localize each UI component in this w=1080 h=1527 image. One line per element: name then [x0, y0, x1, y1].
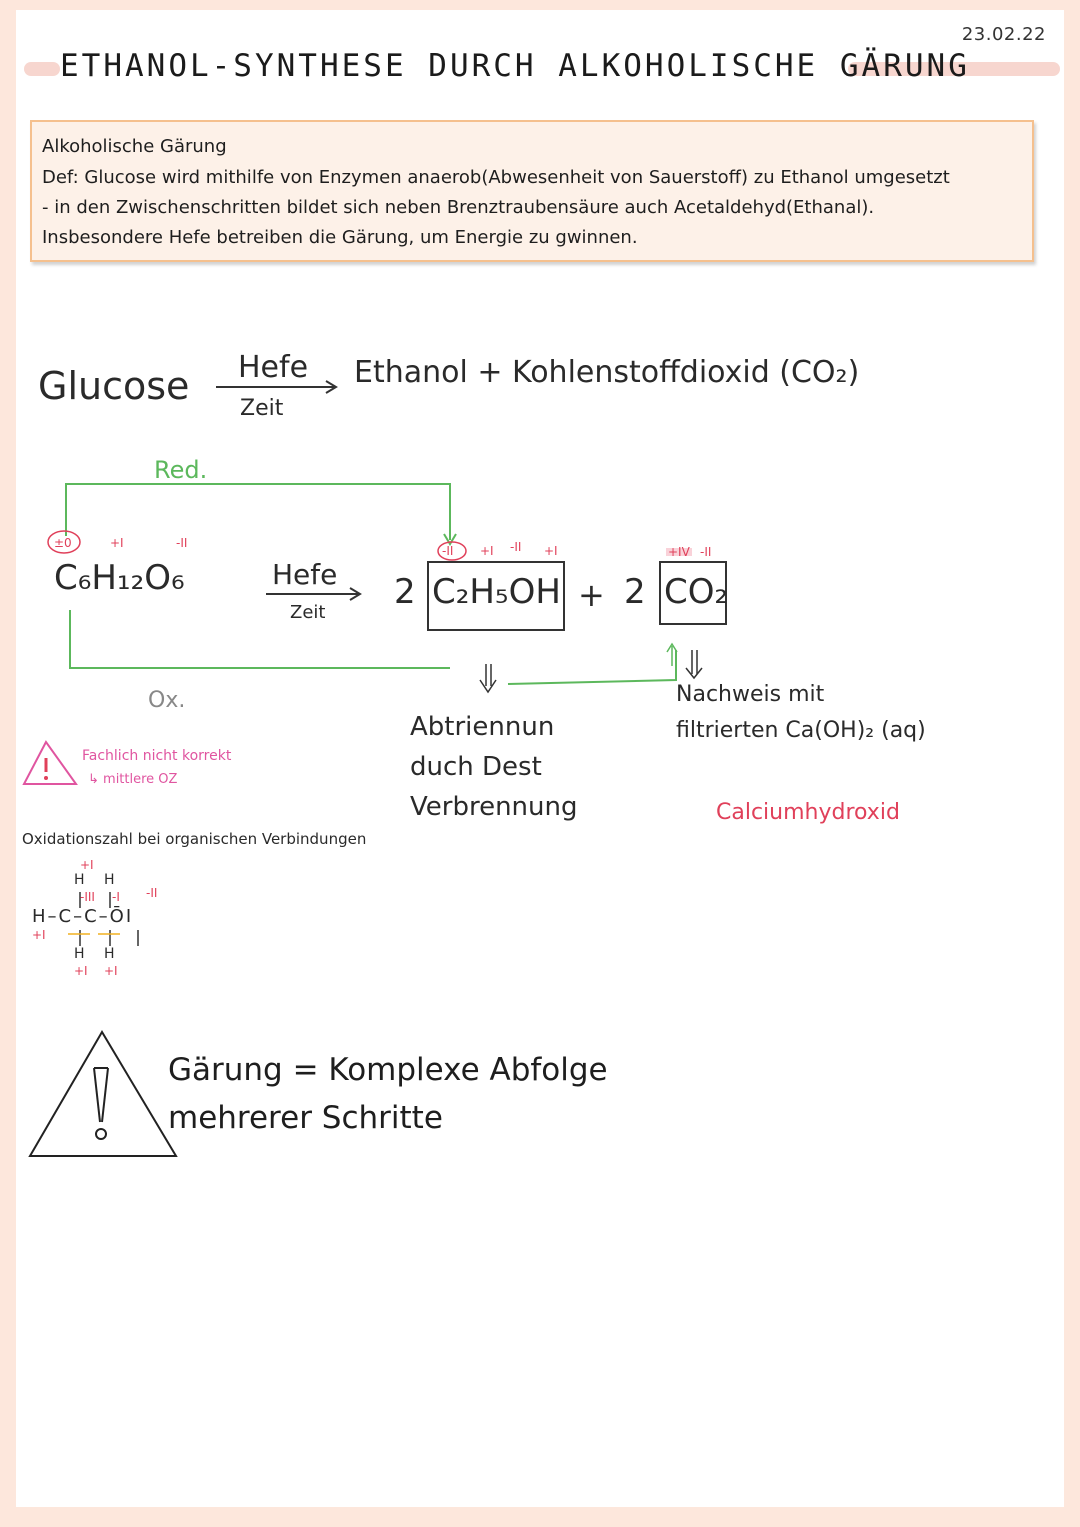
definition-heading: Alkoholische Gärung	[42, 136, 227, 157]
co2-coefficient: 2	[624, 572, 646, 612]
ethanol-formula: C₂H₅OH	[432, 572, 561, 612]
co2-ox-c: +IV	[668, 545, 690, 559]
ethanol-ox-c: -II	[442, 544, 454, 558]
struct-ox-h-top: +I	[80, 858, 94, 872]
date: 23.02.22	[961, 24, 1046, 45]
warning-note-line-2: ↳ mittlere OZ	[88, 772, 178, 787]
ox-label: Ox.	[148, 688, 186, 713]
definition-line-1: Def: Glucose wird mithilfe von Enzymen anaerob(Abwesenheit von Sauerstoff) zu Ethanol umgesetzt	[42, 167, 950, 188]
ethanol-coefficient: 2	[394, 572, 416, 612]
co2-ox-o: -II	[700, 545, 712, 559]
glucose-ox-c: ±0	[54, 536, 72, 550]
struct-h-top-1: H	[74, 872, 85, 888]
struct-ox-h-bottom-1: +I	[74, 964, 88, 978]
word-eq-reactant: Glucose	[38, 364, 190, 408]
struct-ox-c2: -I	[112, 890, 120, 904]
struct-ox-o: -II	[146, 886, 158, 900]
struct-ox-c1: -III	[80, 890, 95, 904]
detection-line-2: filtrierten Ca(OH)₂ (aq)	[676, 718, 926, 743]
warning-note-line-1: Fachlich nicht korrekt	[82, 748, 232, 764]
struct-h-bottom-1: H	[74, 946, 85, 962]
red-label: Red.	[154, 456, 208, 484]
ethanol-ox-o: -II	[510, 540, 522, 554]
final-note-line-2: mehrerer Schritte	[168, 1100, 443, 1136]
glucose-ox-o: -II	[176, 536, 188, 550]
detection-line-1: Nachweis mit	[676, 682, 825, 707]
redox-catalyst: Hefe	[272, 558, 338, 591]
struct-ox-h-bottom-2: +I	[104, 964, 118, 978]
word-eq-condition: Zeit	[240, 396, 284, 421]
ethanol-ox-h: +I	[480, 544, 494, 558]
word-eq-catalyst: Hefe	[238, 350, 309, 385]
struct-formula-row: H–C–C–ŌI	[32, 906, 134, 927]
plus-sign: +	[578, 576, 605, 614]
glucose-ox-h: +I	[110, 536, 124, 550]
co2-formula: CO₂	[664, 572, 729, 612]
separation-line-1: Abtriennun	[410, 712, 555, 742]
glucose-formula: C₆H₁₂O₆	[54, 558, 185, 598]
calcium-hydroxide-label: Calciumhydroxid	[716, 800, 900, 825]
definition-line-2: - in den Zwischenschritten bildet sich neben Brenztraubensäure auch Acetaldehyd(Ethanal).	[42, 197, 875, 218]
word-eq-products: Ethanol + Kohlenstoffdioxid (CO₂)	[354, 355, 860, 390]
struct-ox-h-left: +I	[32, 928, 46, 942]
separation-line-3: Verbrennung	[410, 792, 578, 822]
separation-line-2: duch Dest	[410, 752, 542, 782]
page	[16, 10, 1064, 1507]
ethanol-ox-h2: +I	[544, 544, 558, 558]
struct-h-top-2: H	[104, 872, 115, 888]
struct-h-bottom-2: H	[104, 946, 115, 962]
final-note-line-1: Gärung = Komplexe Abfolge	[168, 1052, 608, 1088]
organic-ox-heading: Oxidationszahl bei organischen Verbindungen	[22, 830, 367, 848]
definition-line-3: Insbesondere Hefe betreiben die Gärung, um Energie zu gwinnen.	[42, 227, 638, 248]
page-title: ETHANOL-SYNTHESE DURCH ALKOHOLISCHE GÄRUNG	[60, 48, 970, 84]
redox-condition: Zeit	[290, 602, 326, 623]
